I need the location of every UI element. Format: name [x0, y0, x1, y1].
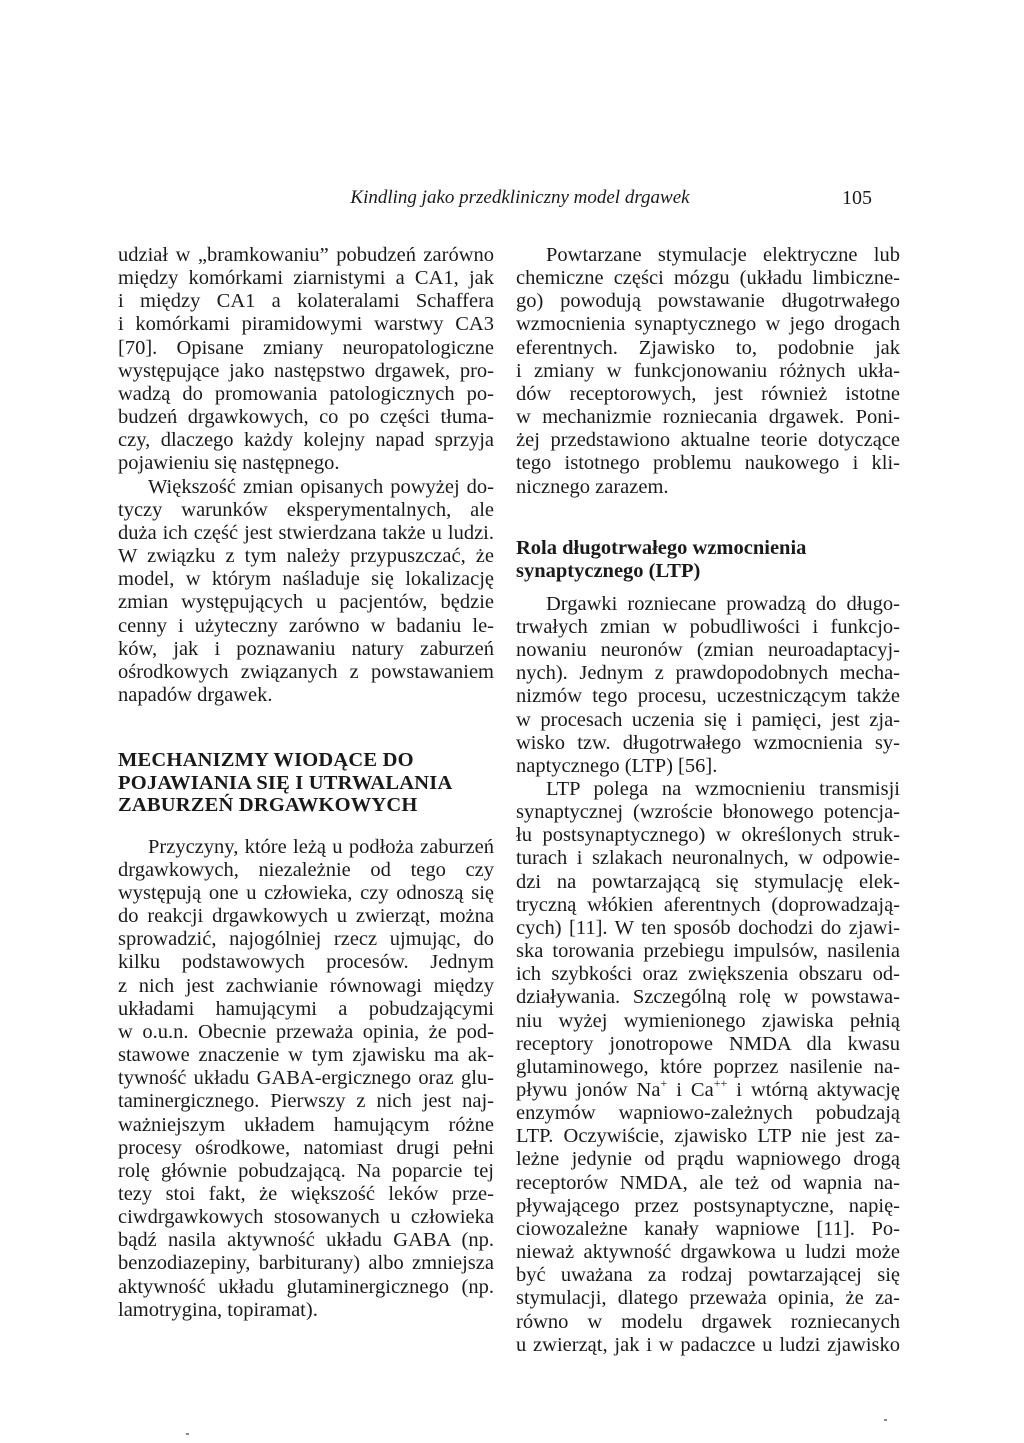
ion-text: i wtórną aktywację — [727, 1079, 901, 1101]
heading-line: POJAWIANIA SIĘ I UTRWALANIA — [118, 771, 453, 794]
text-line: Większość zmian opisanych powyżej do- — [148, 475, 494, 498]
text-line: LTP polega na wzmocnieniu transmisji — [546, 777, 900, 800]
text-line: aktywność układu glutaminergicznego (np. — [118, 1275, 494, 1298]
text-line: drgawkowych, niezależnie od tego czy — [118, 858, 494, 881]
text-line: tryczną włókien aferentnych (doprowadzają- — [516, 893, 900, 916]
text-line: występują one u człowieka, czy odnoszą się — [118, 881, 494, 904]
text-line: tezy stoi fakt, że większość leków prze- — [118, 1182, 494, 1205]
text-line: w o.u.n. Obecnie przeważa opinia, że pod- — [118, 1020, 494, 1043]
text-line: enzymów wapniowo-zależnych pobudzają — [516, 1102, 900, 1125]
text-line: u zwierząt, jak i w padaczce u ludzi zjawisko — [516, 1333, 900, 1356]
text-line: lamotrygina, topiramat). — [118, 1298, 318, 1321]
text-line: ich szybkości oraz zwiększenia obszaru od- — [516, 963, 900, 986]
text-line: trwałych zmian w pobudliwości i funkcjo- — [516, 615, 900, 638]
text-line: ciwdrgawkowych stosowanych u człowieka — [118, 1206, 494, 1229]
text-line: kilku podstawowych procesów. Jednym — [118, 951, 494, 974]
heading-line: MECHANIZMY WIODĄCE DO — [118, 749, 414, 772]
text-line: nizmów tego procesu, uczestniczącym także — [516, 685, 900, 708]
text-line: nicznego zarazem. — [516, 475, 669, 498]
charge-superscript: ++ — [713, 1076, 728, 1090]
ion-text: pływu jonów Na — [516, 1079, 661, 1101]
text-line: ośrodkowych związanych z powstawaniem — [118, 660, 494, 683]
text-line: w mechanizmie rozniecania drgawek. Poni- — [516, 406, 900, 429]
text-line: eferentnych. Zjawisko to, podobnie jak — [516, 336, 900, 359]
text-line: łu postsynaptycznego) w określonych struk- — [516, 824, 900, 847]
text-line: udział w „bramkowaniu” pobudzeń zarówno — [118, 244, 494, 266]
text-line: receptory jonotropowe NMDA dla kwasu — [516, 1032, 900, 1055]
text-line: leżne jedynie od prądu wapniowego drogą — [516, 1148, 900, 1171]
paragraph — [516, 778, 900, 1357]
paragraph — [118, 836, 494, 1322]
ion-text: i Ca — [667, 1079, 714, 1101]
text-line: ważniejszym układem hamującym różne — [118, 1113, 494, 1136]
text-line: równo w modelu drgawek rozniecanych — [516, 1310, 900, 1333]
paragraph — [516, 244, 900, 499]
text-line: ciowozależne kanały wapniowe [11]. Po- — [516, 1217, 900, 1240]
scan-speck — [186, 1433, 189, 1435]
paragraph — [516, 593, 900, 778]
text-line: nych). Jednym z prawdopodobnych mecha- — [516, 662, 900, 685]
text-line: i między CA1 a kolateralami Schaffera — [118, 290, 494, 313]
heading-line: ZABURZEŃ DRGAWKOWYCH — [118, 794, 418, 817]
text-line: taminergicznego. Pierwszy z nich jest naj- — [118, 1090, 494, 1113]
text-line: duża ich część jest stwierdzana także u ludzi. — [118, 521, 494, 544]
text-line: dzi na powtarzającą się stymulację elek- — [516, 870, 900, 893]
text-line: sprowadzić, najogólniej rzecz ujmując, do — [118, 928, 494, 951]
running-head: Kindling jako przedkliniczny model drgawek — [350, 187, 690, 208]
text-line: W związku z tym należy przypuszczać, że — [118, 545, 494, 568]
text-line: pływającego przez postsynaptyczne, napię- — [516, 1194, 900, 1217]
text-line: układami hamującymi a pobudzającymi — [118, 997, 494, 1020]
text-line: napadów drgawek. — [118, 683, 273, 706]
text-line: Przyczyny, które leżą u podłoża zaburzeń — [148, 835, 494, 858]
text-line: zmian występujących u pacjentów, będzie — [118, 591, 494, 614]
heading-line: synaptycznego (LTP) — [516, 559, 701, 582]
text-line: dów receptorowych, jest również istotne — [516, 382, 900, 405]
left-column — [118, 244, 494, 1322]
paragraph — [118, 476, 494, 708]
text-line: nieważ aktywność drgawkowa u ludzi może — [516, 1241, 900, 1264]
text-line: niu wyżej wymienionego zjawiska pełnią — [516, 1009, 900, 1032]
text-line: wzmocnienia synaptycznego w jego drogach — [516, 313, 900, 336]
text-line: procesy ośrodkowe, natomiast drugi pełni — [118, 1136, 494, 1159]
text-line: benzodiazepiny, barbiturany) albo zmniejsza — [118, 1252, 494, 1275]
text-line: cych) [11]. W ten sposób dochodzi do zjawi- — [516, 916, 900, 939]
text-line: i zmiany w funkcjonowaniu różnych ukła- — [516, 359, 900, 382]
text-line: turach i szlakach neuronalnych, w odpowie- — [516, 847, 900, 870]
text-line: LTP. Oczywiście, zjawisko LTP nie jest za- — [516, 1125, 900, 1148]
text-line: receptorów NMDA, ale też od wapnia na- — [516, 1171, 900, 1194]
text-line: model, w którym naśladuje się lokalizację — [118, 568, 494, 591]
text-line: synaptycznej (wzroście błonowego potencja- — [516, 801, 900, 824]
text-line: budzeń drgawkowych, co po części tłuma- — [118, 406, 494, 429]
text-line: Powtarzane stymulacje elektryczne lub — [546, 244, 900, 266]
text-line: chemiczne części mózgu (układu limbiczne- — [516, 267, 900, 290]
scan-speck — [884, 1419, 887, 1421]
paragraph — [118, 244, 494, 476]
text-line: bądź nasila aktywność układu GABA (np. — [118, 1229, 494, 1252]
text-line: między komórkami ziarnistymi a CA1, jak — [118, 267, 494, 290]
text-line: w procesach uczenia się i pamięci, jest zja- — [516, 708, 900, 731]
text-line: stawowe znaczenie w tym zjawisku ma ak- — [118, 1044, 494, 1067]
text-line: stymulacji, dlatego przeważa opinia, że za- — [516, 1287, 900, 1310]
text-line: [70]. Opisane zmiany neuropatologiczne — [118, 336, 494, 359]
text-line: ska torowania przebiegu impulsów, nasilenia — [516, 940, 900, 963]
text-line: naptycznego (LTP) [56]. — [516, 754, 718, 777]
text-line: tyczy warunków eksperymentalnych, ale — [118, 498, 494, 521]
text-line: z nich jest zachwianie równowagi między — [118, 974, 494, 997]
text-line: glutaminowego, które poprzez nasilenie na- — [516, 1055, 900, 1078]
text-line: rolę głównie pobudzającą. Na poparcie tej — [118, 1159, 494, 1182]
right-column — [516, 244, 900, 1357]
text-line: ków, jak i poznawaniu natury zaburzeń — [118, 637, 494, 660]
text-line: Drgawki rozniecane prowadzą do długo- — [546, 592, 900, 615]
text-line: nowaniu neuronów (zmian neuroadaptacyj- — [516, 639, 900, 662]
section-heading — [118, 749, 494, 817]
text-line: do reakcji drgawkowych u zwierząt, można — [118, 905, 494, 928]
text-line: działywania. Szczególną rolę w powstawa- — [516, 986, 900, 1009]
subsection-heading — [516, 537, 900, 583]
text-line: tego istotnego problemu naukowego i kli- — [516, 452, 900, 475]
charge-superscript: + — [660, 1076, 668, 1090]
text-line: żej przedstawiono aktualne teorie dotyczące — [516, 429, 900, 452]
text-line: i komórkami piramidowymi warstwy CA3 — [118, 313, 494, 336]
text-line: czy, dlaczego każdy kolejny napad sprzyja — [118, 429, 494, 452]
text-line: być uważana za rodzaj powtarzającej się — [516, 1264, 900, 1287]
text-line: wisko tzw. długotrwałego wzmocnienia sy- — [516, 731, 900, 754]
text-line: go) powodują powstawanie długotrwałego — [516, 290, 900, 313]
page-number: 105 — [842, 187, 872, 209]
heading-line: Rola długotrwałego wzmocnienia — [516, 536, 807, 559]
ion-text-line — [516, 1076, 901, 1102]
text-line: pojawieniu się następnego. — [118, 452, 340, 475]
text-line: tywność układu GABA-ergicznego oraz glu- — [118, 1067, 494, 1090]
text-line: wadzą do promowania patologicznych po- — [118, 382, 494, 405]
text-line: cenny i użyteczny zarówno w badaniu le- — [118, 614, 494, 637]
text-line: występujące jako następstwo drgawek, pro- — [118, 359, 494, 382]
